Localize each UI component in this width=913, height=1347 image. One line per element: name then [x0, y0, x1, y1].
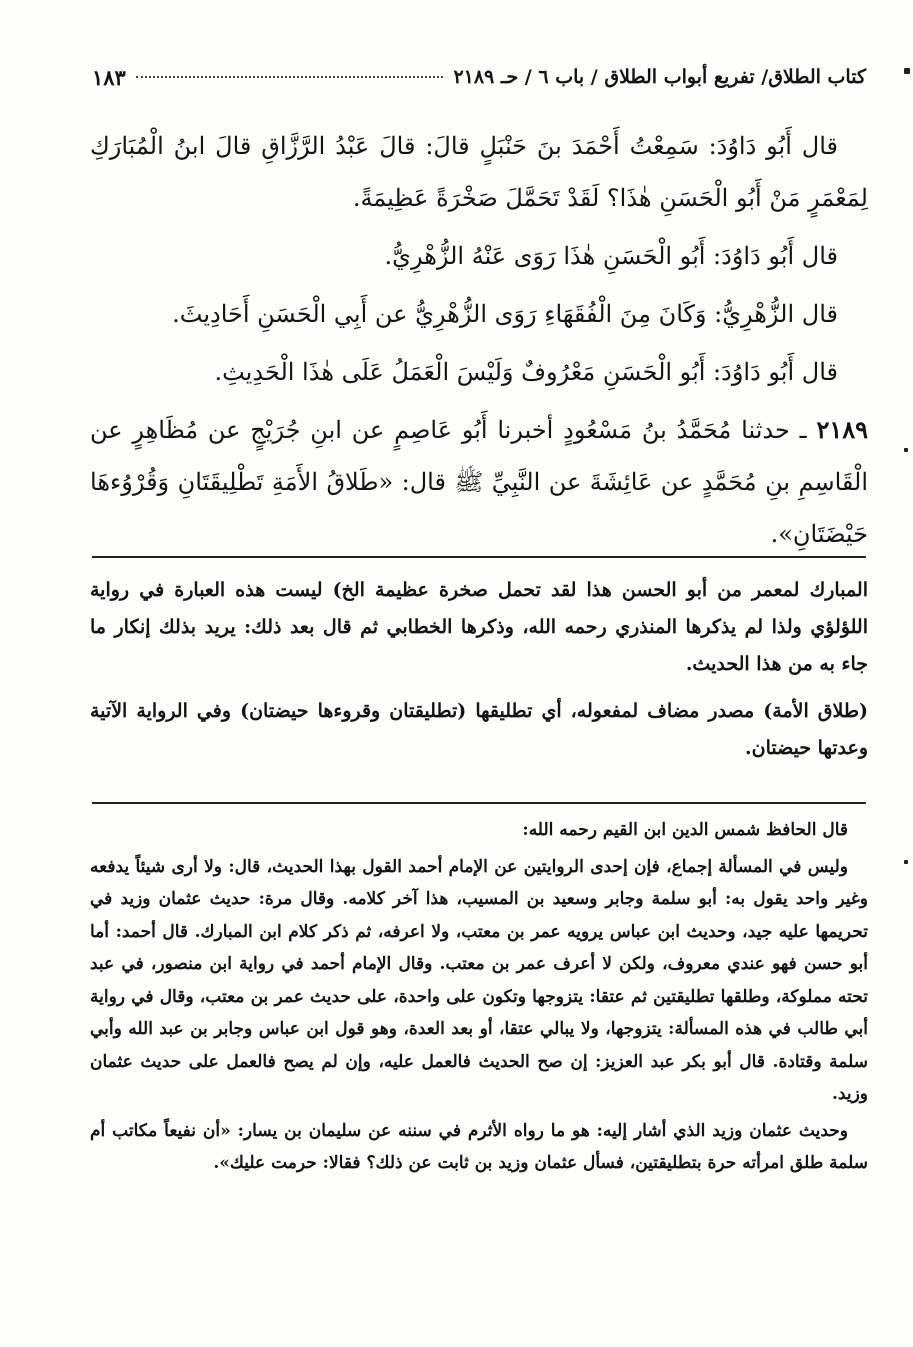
main-paragraph: قال الزُّهْرِيُّ: وَكَانَ مِنَ الْفُقَهَاءِ رَوَى الزُّهْرِيُّ عن أَبِي الْحَسَنِ أَحَادِيثَ. [172, 300, 838, 328]
footnote-text: مصدر مضاف لمفعوله، أي تطليقها [466, 700, 764, 722]
main-paragraph: قال أَبُو دَاوُدَ: أَبُو الْحَسَنِ هٰذَا رَوَى عَنْهُ الزُّهْرِيُّ. [384, 242, 838, 270]
commentary-heading: قال الحافظ شمس الدين ابن القيم رحمه الله: [522, 820, 848, 840]
footnotes [90, 572, 868, 777]
footnote-lemma: (طلاق الأمة) [763, 700, 869, 722]
divider-rule [92, 556, 866, 558]
footnote [90, 572, 868, 683]
footnote-lemma: المبارك لمعمر من أبو الحسن هذا لقد تحمل صخرة عظيمة الخ) [332, 579, 868, 601]
running-header [92, 60, 866, 94]
commentary-paragraph: وحديث عثمان وزيد الذي أشار إليه: هو ما رواه الأثرم في سننه عن سليمان بن يسار: «أن نفيعاً مكاتب أم سلمة طلق امرأته حرة بتطليقتين، فسأل عثمان وزيد بن ثابت عن ذلك؟ فقالا: حرمت عليك». [90, 1120, 868, 1173]
hadith-paragraph [90, 404, 868, 560]
footnote-text: وفي الرواية الآتية وعدتها حيضتان. [90, 700, 868, 759]
hadith-number: ٢١٨٩ [816, 415, 868, 444]
margin-mark [904, 68, 910, 74]
main-paragraph: قال أَبُو دَاوُدَ: سَمِعْتُ أَحْمَدَ بنَ حَنْبَلٍ قالَ: قالَ عَبْدُ الرَّزَّاقِ قالَ ابنُ الْمُبَارَكِ لِمَعْمَرٍ مَنْ أَبُو الْحَسَنِ هٰذَا؟ لَقَدْ تَحَمَّلَ صَخْرَةً عَظِيمَةً. [90, 132, 868, 212]
header-dot-leader [136, 76, 444, 78]
footnote [90, 693, 868, 767]
footnote-lemma: (تطليقتان وقروءها حيضتان) [240, 700, 467, 722]
commentary-paragraph: وليس في المسألة إجماع، فإن إحدى الروايتين عن الإمام أحمد القول بهذا الحديث، قال: ولا أرى شيئاً يدفعه وغير واحد يقول به: أبو سلمة وجابر وسعيد بن المسيب، هذا آخر كلامه. وقال مرة: حديث عثمان وزيد في تحريمها عليه جيد، وحديث ابن عباس يرويه عمر بن معتب، ولا اعرفه، ثم ذكر كلام ابن المبارك. قال أحمد: أما أبو حسن فهو عندي معروف، ولكن لا أعرف عمر بن معتب. وقال الإمام أحمد في رواية ابن منصور، في عبد تحته مملوكة، وطلقها تطليقتين ثم عتقا: يتزوجها وتكون على واحدة، على حديث عمر بن معتب، وقال في رواية أبي طالب في هذه المسألة: يتزوجها، ولا يبالي عتقا، أو بعد العدة، وهو قول ابن عباس وجابر بن عبد الله وأبي سلمة وقتادة. قال أبو بكر عبد العزيز: إن صح الحديث فالعمل عليه، وإن لم يصح فالعمل على حديث عثمان وزيد. [90, 856, 868, 1104]
page-number: ١٨٣ [92, 64, 126, 90]
footnote-text: ليست هذه العبارة في رواية اللؤلؤي ولذا لم يذكرها المنذري رحمه الله، وذكرها الخطابي ثم قال بعد ذلك: يريد بذلك إنكار ما جاء به من هذا الحديث. [90, 579, 868, 675]
margin-mark [904, 448, 908, 452]
main-text [90, 120, 868, 566]
hadith-text: ـ حدثنا مُحَمَّدُ بنُ مَسْعُودٍ أخبرنا أَبُو عَاصِمٍ عن ابنِ جُرَيْجٍ عن مُظَاهِرٍ عن الْقَاسِمِ بنِ مُحَمَّدٍ عن عَائِشَةَ عن النَّبِيِّ ﷺ قال: «طَلاقُ الأَمَةِ تَطْلِيقَتَانِ وَقُرْوُءهَا حَيْضَتَانِ». [90, 416, 868, 548]
header-title: كتاب الطلاق/ تفريع أبواب الطلاق / باب ٦ / حـ ٢١٨٩ [453, 66, 866, 88]
main-paragraph: قال أَبُو دَاوُدَ: أَبُو الْحَسَنِ مَعْرُوفٌ وَلَيْسَ الْعَمَلُ عَلَى هٰذَا الْحَدِيثِ. [214, 358, 838, 386]
margin-mark [904, 860, 908, 864]
divider-rule [92, 802, 866, 804]
commentary [90, 814, 868, 1184]
